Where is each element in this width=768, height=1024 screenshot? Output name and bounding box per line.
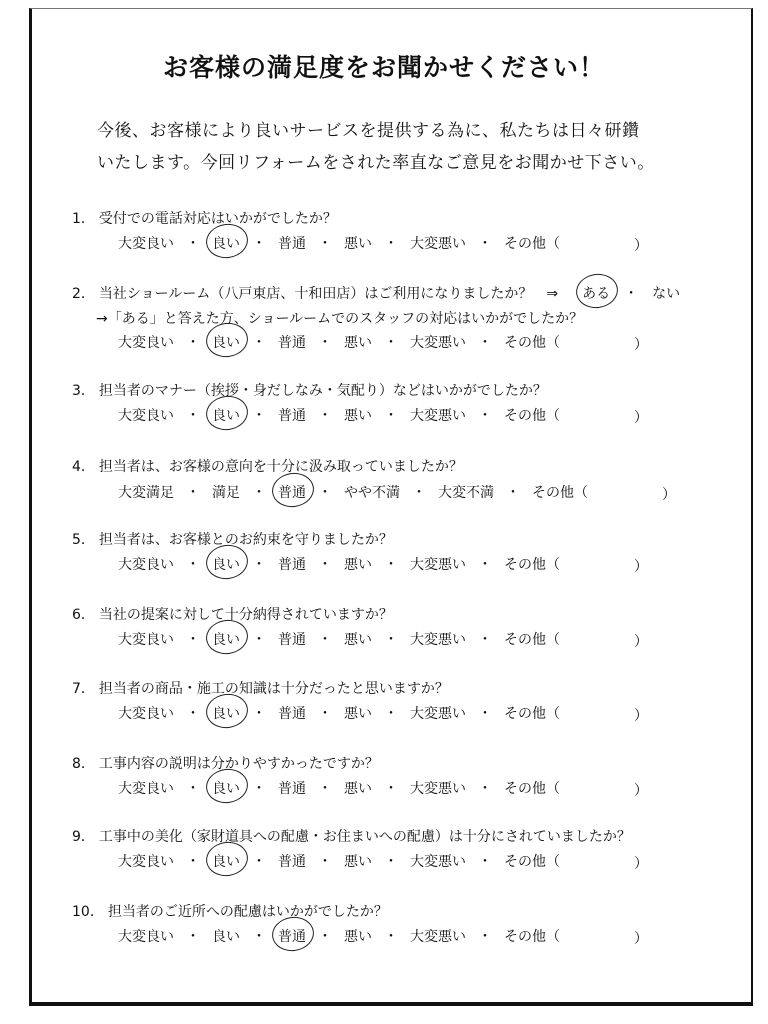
answer-option[interactable] [344, 405, 372, 425]
answer-option-other[interactable] [504, 332, 560, 352]
option-separator: ・ [478, 781, 492, 797]
question-text: 当社の提案に対して十分納得されていますか？ [98, 607, 393, 623]
option-separator: ・ [186, 854, 200, 870]
answer-option[interactable] [410, 851, 466, 871]
other-comment-field[interactable] [560, 780, 648, 799]
other-label: その他（ [504, 854, 560, 870]
answer-option-label: 大変悪い [410, 335, 466, 351]
answer-option[interactable] [410, 778, 466, 798]
answer-option-label: 悪い [344, 236, 372, 252]
answer-option-label: 大変悪い [410, 854, 466, 870]
option-separator: ・ [384, 929, 398, 945]
question-number: 5． [72, 532, 95, 548]
answer-option-other[interactable] [504, 405, 560, 425]
question-3 [72, 380, 547, 400]
other-comment-field[interactable] [560, 334, 648, 353]
answer-option-label: 悪い [344, 408, 372, 424]
answer-option-label: 普通 [278, 485, 306, 501]
other-label: その他（ [504, 706, 560, 722]
option-separator: ・ [478, 557, 492, 573]
answer-option[interactable] [212, 405, 240, 425]
option-separator: ・ [384, 408, 398, 424]
answer-option-label: 普通 [278, 854, 306, 870]
answer-option[interactable] [410, 629, 466, 649]
answer-option[interactable] [212, 851, 240, 871]
option-separator: ・ [252, 408, 266, 424]
answer-option-label: 大変悪い [410, 632, 466, 648]
answer-option-label: 良い [212, 236, 240, 252]
answer-option-other[interactable] [504, 926, 560, 946]
other-close-paren: ） [634, 708, 648, 724]
answer-options [118, 554, 648, 574]
answer-option-label: 大変悪い [410, 781, 466, 797]
answer-option-label: 悪い [344, 929, 372, 945]
answer-option[interactable] [118, 482, 174, 502]
option-separator: ・ [186, 335, 200, 351]
other-comment-field[interactable] [560, 853, 648, 872]
other-close-paren: ） [634, 410, 648, 426]
option-separator: ・ [318, 929, 332, 945]
answer-option[interactable] [438, 482, 494, 502]
question-10 [72, 901, 388, 921]
question-2 [72, 283, 680, 303]
answer-option-label: 大変不満 [438, 485, 494, 501]
other-close-paren: ） [634, 559, 648, 575]
answer-options [118, 405, 648, 425]
option-separator: ・ [186, 557, 200, 573]
question-4 [72, 456, 463, 476]
answer-option-label: 良い [212, 335, 240, 351]
answer-option-label: 良い [212, 929, 240, 945]
question-number: 9． [72, 829, 95, 845]
answer-option-label: 悪い [344, 781, 372, 797]
option-separator: ・ [318, 408, 332, 424]
other-comment-field[interactable] [560, 407, 648, 426]
question-text: 担当者は、お客様の意向を十分に汲み取っていましたか？ [98, 459, 463, 475]
answer-option[interactable] [344, 851, 372, 871]
option-separator: ・ [252, 781, 266, 797]
option-separator: ・ [384, 335, 398, 351]
other-close-paren: ） [634, 238, 648, 254]
answer-option[interactable] [118, 332, 174, 352]
option-aru[interactable] [582, 283, 610, 303]
answer-option[interactable] [410, 233, 466, 253]
answer-option-label: 大変良い [118, 632, 174, 648]
option-separator: ・ [252, 706, 266, 722]
answer-option[interactable] [344, 778, 372, 798]
other-comment-field[interactable] [560, 928, 648, 947]
answer-option[interactable] [344, 332, 372, 352]
answer-option[interactable] [118, 778, 174, 798]
answer-option[interactable] [344, 703, 372, 723]
other-close-paren: ） [662, 487, 676, 503]
other-label: その他（ [504, 781, 560, 797]
answer-option[interactable] [410, 405, 466, 425]
answer-option[interactable] [118, 554, 174, 574]
question-number: 6． [72, 607, 95, 623]
answer-option-label: 良い [212, 632, 240, 648]
answer-option[interactable] [410, 332, 466, 352]
answer-option[interactable] [212, 554, 240, 574]
answer-option[interactable] [278, 332, 306, 352]
answer-option-label: 大変満足 [118, 485, 174, 501]
answer-option-label: 大変良い [118, 236, 174, 252]
answer-option-label: 大変悪い [410, 929, 466, 945]
answer-option-label: 良い [212, 854, 240, 870]
other-close-paren: ） [634, 931, 648, 947]
option-separator: ・ [478, 335, 492, 351]
answer-option-label: 普通 [278, 781, 306, 797]
answer-option-other[interactable] [504, 778, 560, 798]
option-separator: ・ [186, 781, 200, 797]
option-separator: ・ [318, 781, 332, 797]
other-label: その他（ [504, 408, 560, 424]
other-comment-field[interactable] [560, 631, 648, 650]
other-close-paren: ） [634, 337, 648, 353]
option-separator: ・ [384, 632, 398, 648]
option-separator: ・ [252, 236, 266, 252]
answer-option-other[interactable] [504, 851, 560, 871]
option-separator: ・ [186, 236, 200, 252]
answer-option[interactable] [278, 778, 306, 798]
answer-option[interactable] [278, 233, 306, 253]
other-comment-field[interactable] [560, 705, 648, 724]
answer-option-label: 大変良い [118, 781, 174, 797]
option-separator: ・ [186, 706, 200, 722]
option-separator: ・ [384, 854, 398, 870]
answer-option-label: 大変良い [118, 335, 174, 351]
answer-option-label: 普通 [278, 632, 306, 648]
answer-option-label: 大変悪い [410, 408, 466, 424]
showroom-usage-options [582, 283, 680, 303]
answer-option-other[interactable] [504, 233, 560, 253]
option-label: ・ [624, 286, 639, 302]
answer-option[interactable] [344, 629, 372, 649]
answer-option[interactable] [278, 851, 306, 871]
answer-options [118, 629, 648, 649]
answer-option-other[interactable] [532, 482, 588, 502]
option-separator: ・ [186, 632, 200, 648]
option-separator: ・ [478, 236, 492, 252]
option-separator: ・ [318, 557, 332, 573]
option-separator: ・ [252, 854, 266, 870]
question-number: 3． [72, 383, 95, 399]
answer-option[interactable] [212, 778, 240, 798]
question-text: 工事中の美化（家財道具への配慮・お住まいへの配慮）は十分にされていましたか？ [98, 829, 631, 845]
question-text: 受付での電話対応はいかがでしたか？ [98, 211, 337, 227]
answer-options [118, 778, 648, 798]
answer-option[interactable] [212, 703, 240, 723]
question-6 [72, 604, 393, 624]
option-label: ある [582, 286, 611, 302]
answer-option[interactable] [278, 405, 306, 425]
option-nai[interactable] [652, 283, 680, 303]
question-text: 当社ショールーム（八戸東店、十和田店）はご利用になりましたか？ ⇒ [98, 286, 559, 302]
option-separator: ・ [252, 929, 266, 945]
question-number: 10． [72, 904, 104, 920]
answer-option-label: 普通 [278, 929, 306, 945]
option-separator: ・ [384, 236, 398, 252]
other-label: その他（ [532, 485, 588, 501]
answer-option[interactable] [278, 482, 306, 502]
option-separator [624, 283, 638, 303]
answer-options [118, 482, 676, 502]
option-separator: ・ [318, 706, 332, 722]
option-separator: ・ [186, 485, 200, 501]
answer-option[interactable] [212, 482, 240, 502]
answer-option-other[interactable] [504, 703, 560, 723]
answer-option[interactable] [212, 233, 240, 253]
answer-options [118, 703, 648, 723]
other-label: その他（ [504, 236, 560, 252]
answer-option[interactable] [118, 926, 174, 946]
answer-option-label: 悪い [344, 706, 372, 722]
other-close-paren: ） [634, 634, 648, 650]
question-7 [72, 678, 449, 698]
answer-option[interactable] [118, 851, 174, 871]
answer-option[interactable] [118, 703, 174, 723]
option-separator: ・ [252, 557, 266, 573]
answer-option-label: 良い [212, 781, 240, 797]
question-8 [72, 753, 379, 773]
answer-option[interactable] [118, 405, 174, 425]
question-followup: →「ある」と答えた方、ショールームでのスタッフの対応はいかがでしたか？ [96, 311, 584, 327]
option-separator: ・ [318, 854, 332, 870]
other-label: その他（ [504, 632, 560, 648]
answer-option[interactable] [278, 926, 306, 946]
answer-option[interactable] [410, 703, 466, 723]
page-title: お客様の満足度をお聞かせください！ [162, 53, 605, 82]
option-separator: ・ [478, 706, 492, 722]
other-comment-field[interactable] [560, 235, 648, 254]
answer-option-label: 普通 [278, 236, 306, 252]
option-separator: ・ [506, 485, 520, 501]
question-text: 担当者は、お客様とのお約束を守りましたか？ [98, 532, 393, 548]
answer-option-label: 満足 [212, 485, 240, 501]
answer-option[interactable] [344, 926, 372, 946]
option-separator: ・ [318, 335, 332, 351]
intro-line-1: 今後、お客様により良いサービスを提供する為に、私たちは日々研鑽 [97, 121, 640, 141]
answer-option[interactable] [344, 482, 400, 502]
answer-option-label: 良い [212, 557, 240, 573]
answer-option[interactable] [118, 233, 174, 253]
question-text: 担当者のご近所への配慮はいかがでしたか？ [107, 904, 388, 920]
option-separator: ・ [478, 929, 492, 945]
answer-option-label: 普通 [278, 408, 306, 424]
answer-option-label: 大変良い [118, 557, 174, 573]
answer-option-label: 悪い [344, 854, 372, 870]
option-separator: ・ [384, 781, 398, 797]
answer-option-label: 大変良い [118, 408, 174, 424]
answer-option-label: 良い [212, 706, 240, 722]
answer-option-label: 大変悪い [410, 236, 466, 252]
question-text: 担当者の商品・施工の知識は十分だったと思いますか？ [98, 681, 449, 697]
answer-option[interactable] [344, 554, 372, 574]
answer-option-label: 悪い [344, 632, 372, 648]
answer-option[interactable] [212, 926, 240, 946]
answer-option-label: 普通 [278, 706, 306, 722]
answer-option-label: 悪い [344, 557, 372, 573]
answer-option-label: 良い [212, 408, 240, 424]
answer-option-label: 普通 [278, 335, 306, 351]
option-separator: ・ [478, 408, 492, 424]
question-5 [72, 529, 393, 549]
answer-options [118, 332, 648, 352]
option-separator: ・ [318, 632, 332, 648]
answer-options [118, 851, 648, 871]
answer-option[interactable] [410, 554, 466, 574]
answer-option-label: 大変良い [118, 929, 174, 945]
answer-option[interactable] [278, 703, 306, 723]
option-separator: ・ [186, 408, 200, 424]
option-separator: ・ [478, 854, 492, 870]
answer-option-label: 大変悪い [410, 706, 466, 722]
answer-option-label: 大変良い [118, 706, 174, 722]
option-separator: ・ [478, 632, 492, 648]
intro-line-2: いたします。今回リフォームをされた率直なご意見をお聞かせ下さい。 [97, 153, 655, 173]
option-separator: ・ [252, 485, 266, 501]
answer-option-other[interactable] [504, 629, 560, 649]
option-separator: ・ [412, 485, 426, 501]
option-separator: ・ [252, 632, 266, 648]
answer-option[interactable] [410, 926, 466, 946]
answer-options [118, 233, 648, 253]
option-label: ない [652, 286, 681, 302]
answer-options [118, 926, 648, 946]
option-separator: ・ [318, 236, 332, 252]
option-separator: ・ [384, 706, 398, 722]
other-label: その他（ [504, 929, 560, 945]
other-comment-field[interactable] [588, 484, 676, 503]
question-number: 2． [72, 286, 95, 302]
answer-option-label: 悪い [344, 335, 372, 351]
question-text: 担当者のマナー（挨拶・身だしなみ・気配り）などはいかがでしたか？ [98, 383, 547, 399]
answer-option-other[interactable] [504, 554, 560, 574]
other-close-paren: ） [634, 783, 648, 799]
other-label: その他（ [504, 557, 560, 573]
option-separator: ・ [318, 485, 332, 501]
answer-option[interactable] [212, 332, 240, 352]
answer-option[interactable] [344, 233, 372, 253]
other-label: その他（ [504, 335, 560, 351]
answer-option-label: 普通 [278, 557, 306, 573]
question-number: 1． [72, 211, 95, 227]
answer-option[interactable] [212, 629, 240, 649]
answer-option-label: 大変良い [118, 854, 174, 870]
question-number: 7． [72, 681, 95, 697]
option-separator: ・ [186, 929, 200, 945]
question-9 [72, 826, 631, 846]
answer-option-label: 大変悪い [410, 557, 466, 573]
question-number: 8． [72, 756, 95, 772]
question-1 [72, 208, 337, 228]
answer-option[interactable] [118, 629, 174, 649]
question-number: 4． [72, 459, 95, 475]
option-separator: ・ [252, 335, 266, 351]
question-text: 工事内容の説明は分かりやすかったですか？ [98, 756, 379, 772]
answer-option[interactable] [278, 629, 306, 649]
option-separator: ・ [384, 557, 398, 573]
answer-option-label: やや不満 [344, 485, 400, 501]
answer-option[interactable] [278, 554, 306, 574]
other-comment-field[interactable] [560, 556, 648, 575]
other-close-paren: ） [634, 856, 648, 872]
